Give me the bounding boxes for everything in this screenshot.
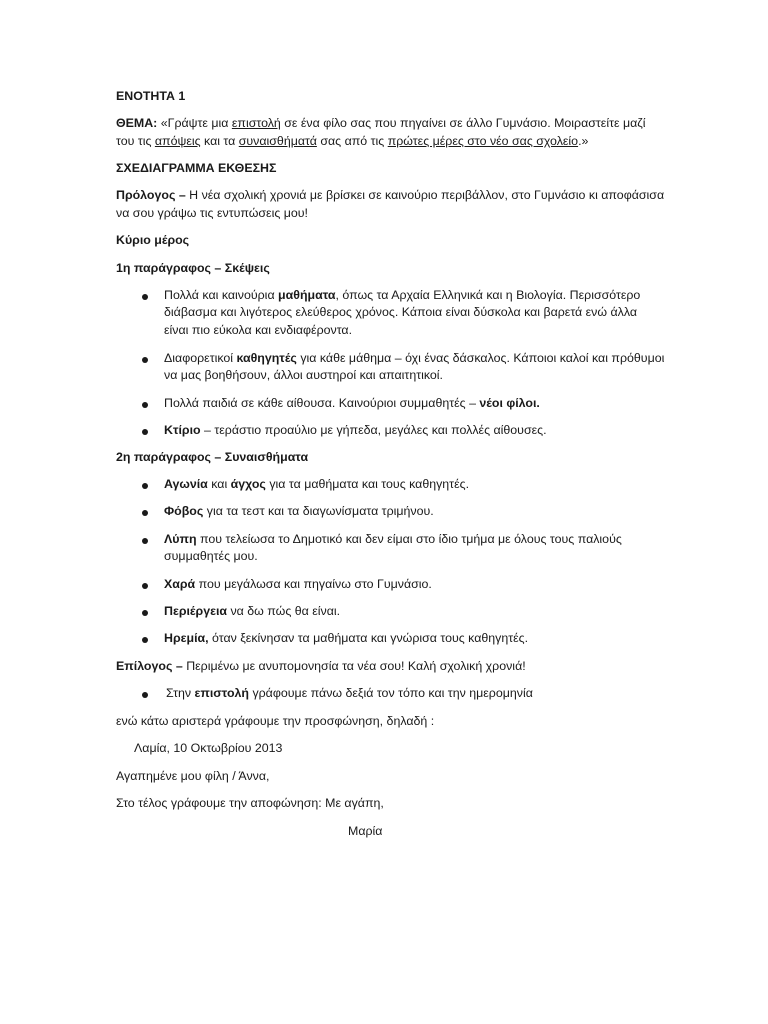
theme-line-2 bbox=[116, 133, 588, 150]
theme-text-1a: «Γράψτε μια bbox=[157, 116, 232, 130]
p1-b3-bold: νέοι φίλοι. bbox=[479, 396, 540, 410]
theme-underline-views: απόψεις bbox=[154, 134, 201, 148]
bullet-icon bbox=[142, 294, 148, 300]
p1-bullet-4-line-1 bbox=[164, 422, 547, 439]
p1-bullet-1-line-3: είναι πιο εύκολα και ενδιαφέροντα. bbox=[164, 323, 353, 337]
closing-line: Στο τέλος γράφουμε την αποφώνηση: Με αγάπη, bbox=[116, 796, 384, 810]
theme-text-2a: του τις bbox=[116, 134, 155, 148]
p1-b1-bold: μαθήματα bbox=[278, 288, 336, 302]
p2-b2-rest: για τα τεστ και τα διαγωνίσματα τριμήνου. bbox=[203, 504, 434, 518]
bullet-icon bbox=[142, 429, 148, 435]
p1-bullet-1-line-2: διάβασμα και λιγότερος ελεύθερος χρόνος. Κάποια είναι δύσκολα και βαρετά ενώ άλλα bbox=[164, 305, 638, 319]
unit-title: ΕΝΟΤΗΤΑ 1 bbox=[116, 89, 186, 103]
p2-b1-bold-2: άγχος bbox=[230, 477, 266, 491]
p2-b4-bold: Χαρά bbox=[164, 577, 196, 591]
p2-b6-bold: Ηρεμία, bbox=[164, 631, 209, 645]
theme-text-2b: και τα bbox=[200, 134, 239, 148]
bullet-icon bbox=[142, 637, 148, 643]
p1-b2-bold: καθηγητές bbox=[236, 351, 297, 365]
p1-b2-text-b: για κάθε μάθημα – όχι ένας δάσκαλος. Κάποιοι καλοί και πρόθυμοι bbox=[296, 351, 665, 365]
theme-text-2c: σας από τις bbox=[316, 134, 388, 148]
p2-b5-rest: να δω πώς θα είναι. bbox=[227, 604, 341, 618]
theme-line-1 bbox=[116, 115, 645, 132]
note-text-b: γράφουμε πάνω δεξιά τον τόπο και την ημερομηνία bbox=[249, 686, 533, 700]
p2-bullet-2 bbox=[164, 503, 434, 520]
note-text-a: Στην bbox=[166, 686, 195, 700]
epilogue-text: Περιμένω με ανυπομονησία τα νέα σου! Καλή σχολική χρονιά! bbox=[182, 659, 526, 673]
note-bold: επιστολή bbox=[194, 686, 249, 700]
p2-b5-bold: Περιέργεια bbox=[164, 604, 228, 618]
theme-label: ΘΕΜΑ: bbox=[116, 116, 158, 130]
outline-heading: ΣΧΕΔΙΑΓΡΑΜΜΑ ΕΚΘΕΣΗΣ bbox=[116, 161, 277, 175]
p2-bullet-5 bbox=[164, 603, 340, 620]
main-heading: Κύριο μέρος bbox=[116, 233, 190, 247]
theme-text-1b: σε ένα φίλο σας που πηγαίνει σε άλλο Γυμνάσιο. Μοιραστείτε μαζί bbox=[280, 116, 646, 130]
p1-b1-text-b: , όπως τα Αρχαία Ελληνικά και η Βιολογία. Περισσότερο bbox=[335, 288, 641, 302]
theme-underline-feelings: συναισθήματά bbox=[238, 134, 317, 148]
p2-b3-bold: Λύπη bbox=[164, 532, 197, 546]
p1-bullet-1-line-1 bbox=[164, 287, 640, 304]
p1-b4-bold: Κτίριο bbox=[164, 423, 201, 437]
theme-underline-first-days: πρώτες μέρες στο νέο σας σχολείο bbox=[387, 134, 579, 148]
p2-bullet-3-line-1 bbox=[164, 531, 622, 548]
bullet-icon bbox=[142, 692, 148, 698]
p2-b6-rest: όταν ξεκίνησαν τα μαθήματα και γνώρισα τους καθηγητές. bbox=[208, 631, 529, 645]
bullet-icon bbox=[142, 357, 148, 363]
bullet-icon bbox=[142, 402, 148, 408]
p2-b2-bold: Φόβος bbox=[164, 504, 204, 518]
place-date: Λαμία, 10 Οκτωβρίου 2013 bbox=[134, 741, 283, 755]
note-line-1 bbox=[166, 685, 533, 702]
p2-b1-rest: για τα μαθήματα και τους καθηγητές. bbox=[265, 477, 470, 491]
bullet-icon bbox=[142, 510, 148, 516]
p1-b3-text-a: Πολλά παιδιά σε κάθε αίθουσα. Καινούριοι συμμαθητές – bbox=[164, 396, 480, 410]
p2-bullet-3-line-2: συμμαθητές μου. bbox=[164, 549, 258, 563]
bullet-icon bbox=[142, 583, 148, 589]
p2-b3-rest: που τελείωσα το Δημοτικό και δεν είμαι στο ίδιο τμήμα με όλους τους παλιούς bbox=[196, 532, 622, 546]
prologue-line-2: να σου γράψω τις εντυπώσεις μου! bbox=[116, 206, 309, 220]
note-line-2: ενώ κάτω αριστερά γράφουμε την προσφώνηση, δηλαδή : bbox=[116, 714, 435, 728]
p1-b1-text-a: Πολλά και καινούρια bbox=[164, 288, 279, 302]
p2-b4-rest: που μεγάλωσα και πηγαίνω στο Γυμνάσιο. bbox=[195, 577, 432, 591]
prologue-text-1: Η νέα σχολική χρονιά με βρίσκει σε καινούριο περιβάλλον, στο Γυμνάσιο κι αποφάσισα bbox=[185, 188, 665, 202]
prologue-label: Πρόλογος – bbox=[116, 188, 186, 202]
paragraph-2-heading: 2η παράγραφος – Συναισθήματα bbox=[116, 450, 309, 464]
theme-underline-letter: επιστολή bbox=[231, 116, 281, 130]
epilogue-label: Επίλογος – bbox=[116, 659, 183, 673]
paragraph-1-heading: 1η παράγραφος – Σκέψεις bbox=[116, 261, 270, 275]
p1-b2-text-a: Διαφορετικοί bbox=[164, 351, 237, 365]
p2-b1-bold-1: Αγωνία bbox=[164, 477, 208, 491]
p1-b4-text-b: – τεράστιο προαύλιο με γήπεδα, μεγάλες και πολλές αίθουσες. bbox=[200, 423, 547, 437]
theme-text-2d: .» bbox=[578, 134, 589, 148]
bullet-icon bbox=[142, 483, 148, 489]
p2-bullet-1 bbox=[164, 476, 469, 493]
salutation: Αγαπημένε μου φίλη / Άννα, bbox=[116, 769, 270, 783]
p2-bullet-6 bbox=[164, 630, 528, 647]
epilogue-line bbox=[116, 658, 526, 675]
p2-bullet-4 bbox=[164, 576, 432, 593]
prologue-line-1 bbox=[116, 187, 664, 204]
bullet-icon bbox=[142, 610, 148, 616]
bullet-icon bbox=[142, 538, 148, 544]
p1-bullet-3-line-1 bbox=[164, 395, 540, 412]
p1-bullet-2-line-2: να μας βοηθήσουν, άλλοι αυστηροί και απαιτητικοί. bbox=[164, 368, 443, 382]
p1-bullet-2-line-1 bbox=[164, 350, 664, 367]
p2-b1-mid: και bbox=[207, 477, 231, 491]
signature: Μαρία bbox=[348, 824, 383, 838]
